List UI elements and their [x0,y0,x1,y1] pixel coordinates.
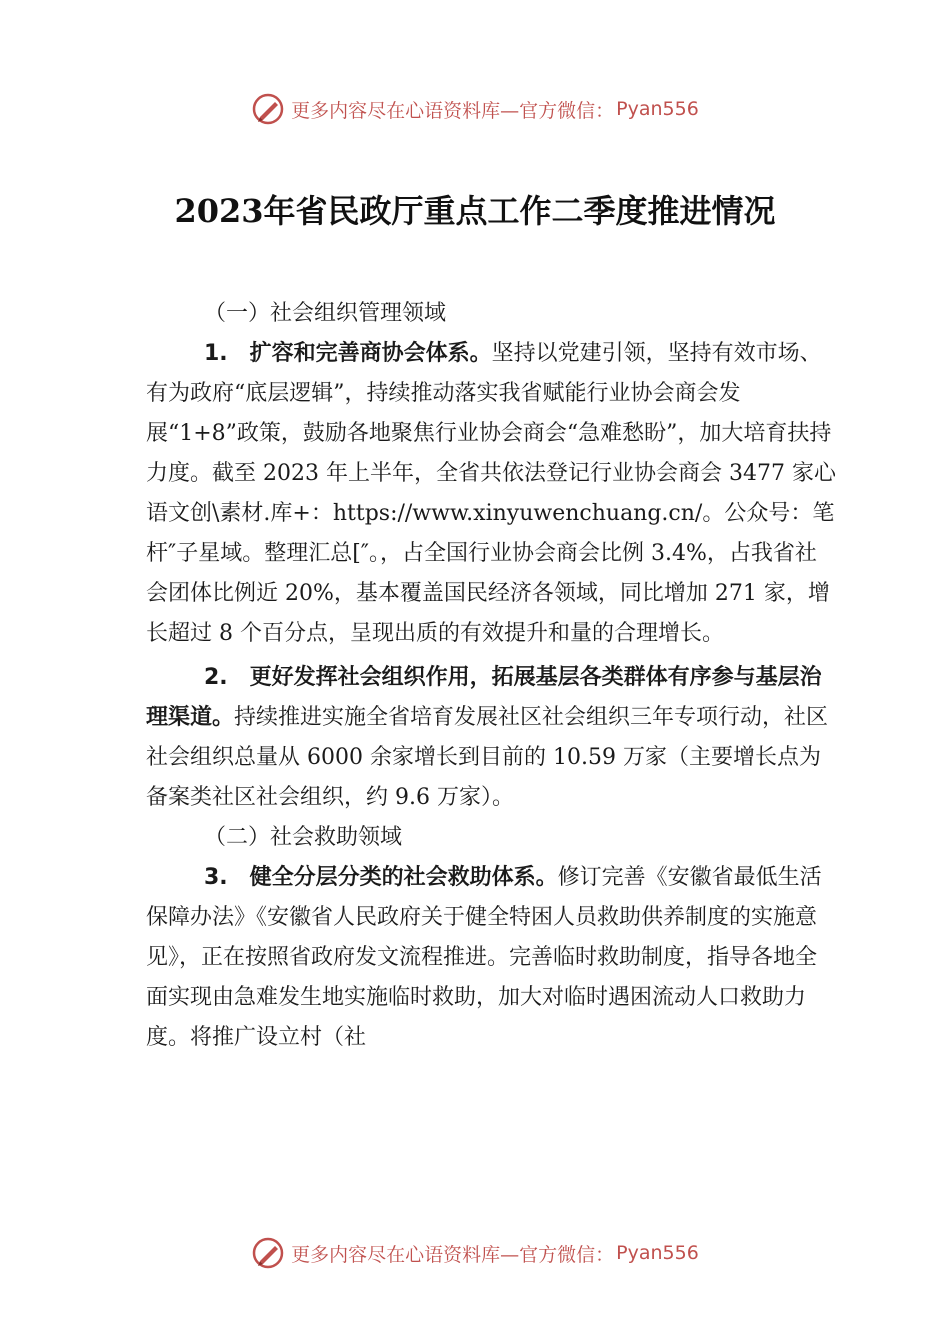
pen-logo-icon [251,92,285,126]
watermark-footer [0,1236,950,1270]
pen-logo-icon [251,1236,285,1270]
watermark-id: Pyan556 [616,98,699,120]
paragraph-3-text: 修订完善《安徽省最低生活保障办法》《安徽省人民政府关于健全特困人员救助供养制度的实施意见》，正在按照省政府发文流程推进。完善临时救助制度，指导各地全面实现由急难发生地实施临时救助，加大对临时遇困流动人口救助力度。将推广设立村（社 [146,865,822,1050]
watermark-id: Pyan556 [616,1242,699,1264]
paragraph-2-lead: 2. 更好发挥社会组织作用，拓展基层各类群体有序参与基层治理渠道。 [146,665,822,730]
paragraph-3 [146,858,836,1058]
page-title: 2023年省民政厅重点工作二季度推进情况 [174,192,776,230]
section-heading-1: （一）社会组织管理领域 [204,301,447,326]
paragraph-1 [146,334,836,654]
paragraph-2 [146,658,836,818]
document-body [146,294,836,1058]
paragraph-2-text: 持续推进实施全省培育发展社区社会组织三年专项行动，社区社会组织总量从 6000 余家增长到目前的 10.59 万家（主要增长点为备案类社区社会组织，约 9.6 万家）。 [146,705,829,810]
paragraph-1-lead: 1. 扩容和完善商协会体系。 [204,341,492,366]
watermark-text: 更多内容尽在心语资料库—官方微信： [291,1243,615,1266]
section-heading-2: （二）社会救助领域 [204,825,403,850]
watermark-text: 更多内容尽在心语资料库—官方微信： [291,99,615,122]
paragraph-3-lead: 3. 健全分层分类的社会救助体系。 [204,865,558,890]
watermark-header [0,92,950,126]
paragraph-1-text: 坚持以党建引领，坚持有效市场、有为政府“底层逻辑”，持续推动落实我省赋能行业协会商会发展“1+8”政策，鼓励各地聚焦行业协会商会“急难愁盼”，加大培育扶持力度。截至 2023 年上半年，全省共依法登记行业协会商会 3477 家心语文创\素材.库+：https://www.xinyuwenchuang.cn/。公众号：笔杆″子星域。整理汇总[″。，占全国行业协会商会比例 3.4%，占我省社会团体比例近 20%，基本覆盖国民经济各领域，同比增加 271 家，增长超过 8 个百分点，呈现出质的有效提升和量的合理增长。 [146,341,836,646]
